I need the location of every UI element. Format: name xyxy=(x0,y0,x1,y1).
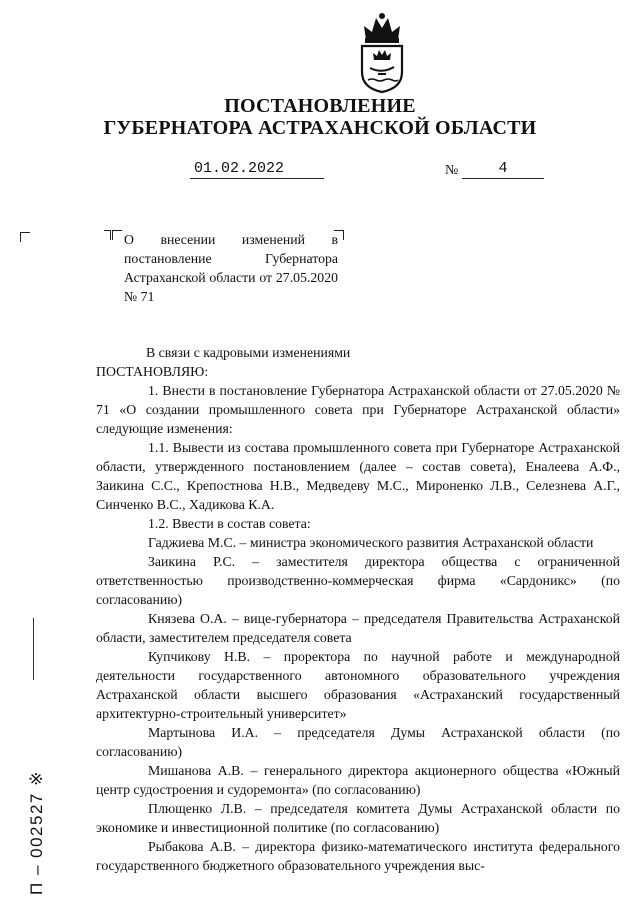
member-entry: Заикина Р.С. – заместителя директора общества с ограниченной ответственностью производственно-коммерческая фирма «Сардоникс» (по согласованию) xyxy=(96,554,620,607)
coat-of-arms-icon xyxy=(356,10,408,94)
number-sign: № xyxy=(445,163,459,178)
member-entry: Гаджиева М.С. – министра экономического развития Астраханской области xyxy=(148,535,594,550)
corner-mark-left xyxy=(20,232,30,242)
side-code-text: П – 002527 ※ xyxy=(27,770,46,895)
item-1-2: 1.2. Ввести в состав совета: xyxy=(148,516,311,531)
decree-word: ПОСТАНОВЛЯЮ: xyxy=(96,364,209,379)
intro-text: В связи с кадровыми изменениями xyxy=(146,345,351,360)
member-entry: Купчикову Н.В. – проректора по научной работе и международной деятельности государственного автономного образовательного учреждения Астраханской области высшего образования «Астраханский государственный архитектурно-строительный университет» xyxy=(96,649,620,721)
item-1-1: 1.1. Вывести из состава промышленного совета при Губернаторе Астраханской области, утвержденного постановлением (далее – состав совета), Еналеева А.Ф., Заикина С.С., Крепостнова Н.В., Медведеву М.С., Мироненко Л.В., Селезнева А.Г., Синченко В.С., Хадикова К.А. xyxy=(96,440,620,512)
member-entry: Плющенко Л.В. – председателя комитета Думы Астраханской области по экономике и инвестиционной политике (по согласованию) xyxy=(96,801,620,835)
document-authority: ГУБЕРНАТОРА АСТРАХАНСКОЙ ОБЛАСТИ xyxy=(103,117,537,139)
member-entry: Мишанова А.В. – генерального директора акционерного общества «Южный центр судостроения и судоремонта» (по согласованию) xyxy=(96,763,620,797)
item-1: 1. Внести в постановление Губернатора Астраханской области от 27.05.2020 № 71 «О создании промышленного совета при Губернаторе Астраханской области» следующие изменения: xyxy=(96,383,620,436)
member-entry: Мартынова И.А. – председателя Думы Астраханской области (по согласованию) xyxy=(96,725,620,759)
document-number: 4 xyxy=(462,160,544,179)
member-entry: Рыбакова А.В. – директора физико-математического института федерального государственного бюджетного образовательного учреждения выс- xyxy=(96,839,620,873)
corner-mark-subject-left xyxy=(104,230,111,240)
corner-mark-subject-left-2 xyxy=(112,230,122,240)
document-title: ПОСТАНОВЛЕНИЕ xyxy=(224,95,416,117)
margin-line xyxy=(33,618,34,680)
member-entry: Князева О.А. – вице-губернатора – председателя Правительства Астраханской области, заместителем председателя совета xyxy=(96,611,620,645)
document-body xyxy=(96,343,620,875)
document-subject: О внесении изменений в постановление Губернатора Астраханской области от 27.05.2020 № 71 xyxy=(124,232,338,304)
document-date: 01.02.2022 xyxy=(190,160,324,179)
side-registration-code xyxy=(20,690,50,900)
